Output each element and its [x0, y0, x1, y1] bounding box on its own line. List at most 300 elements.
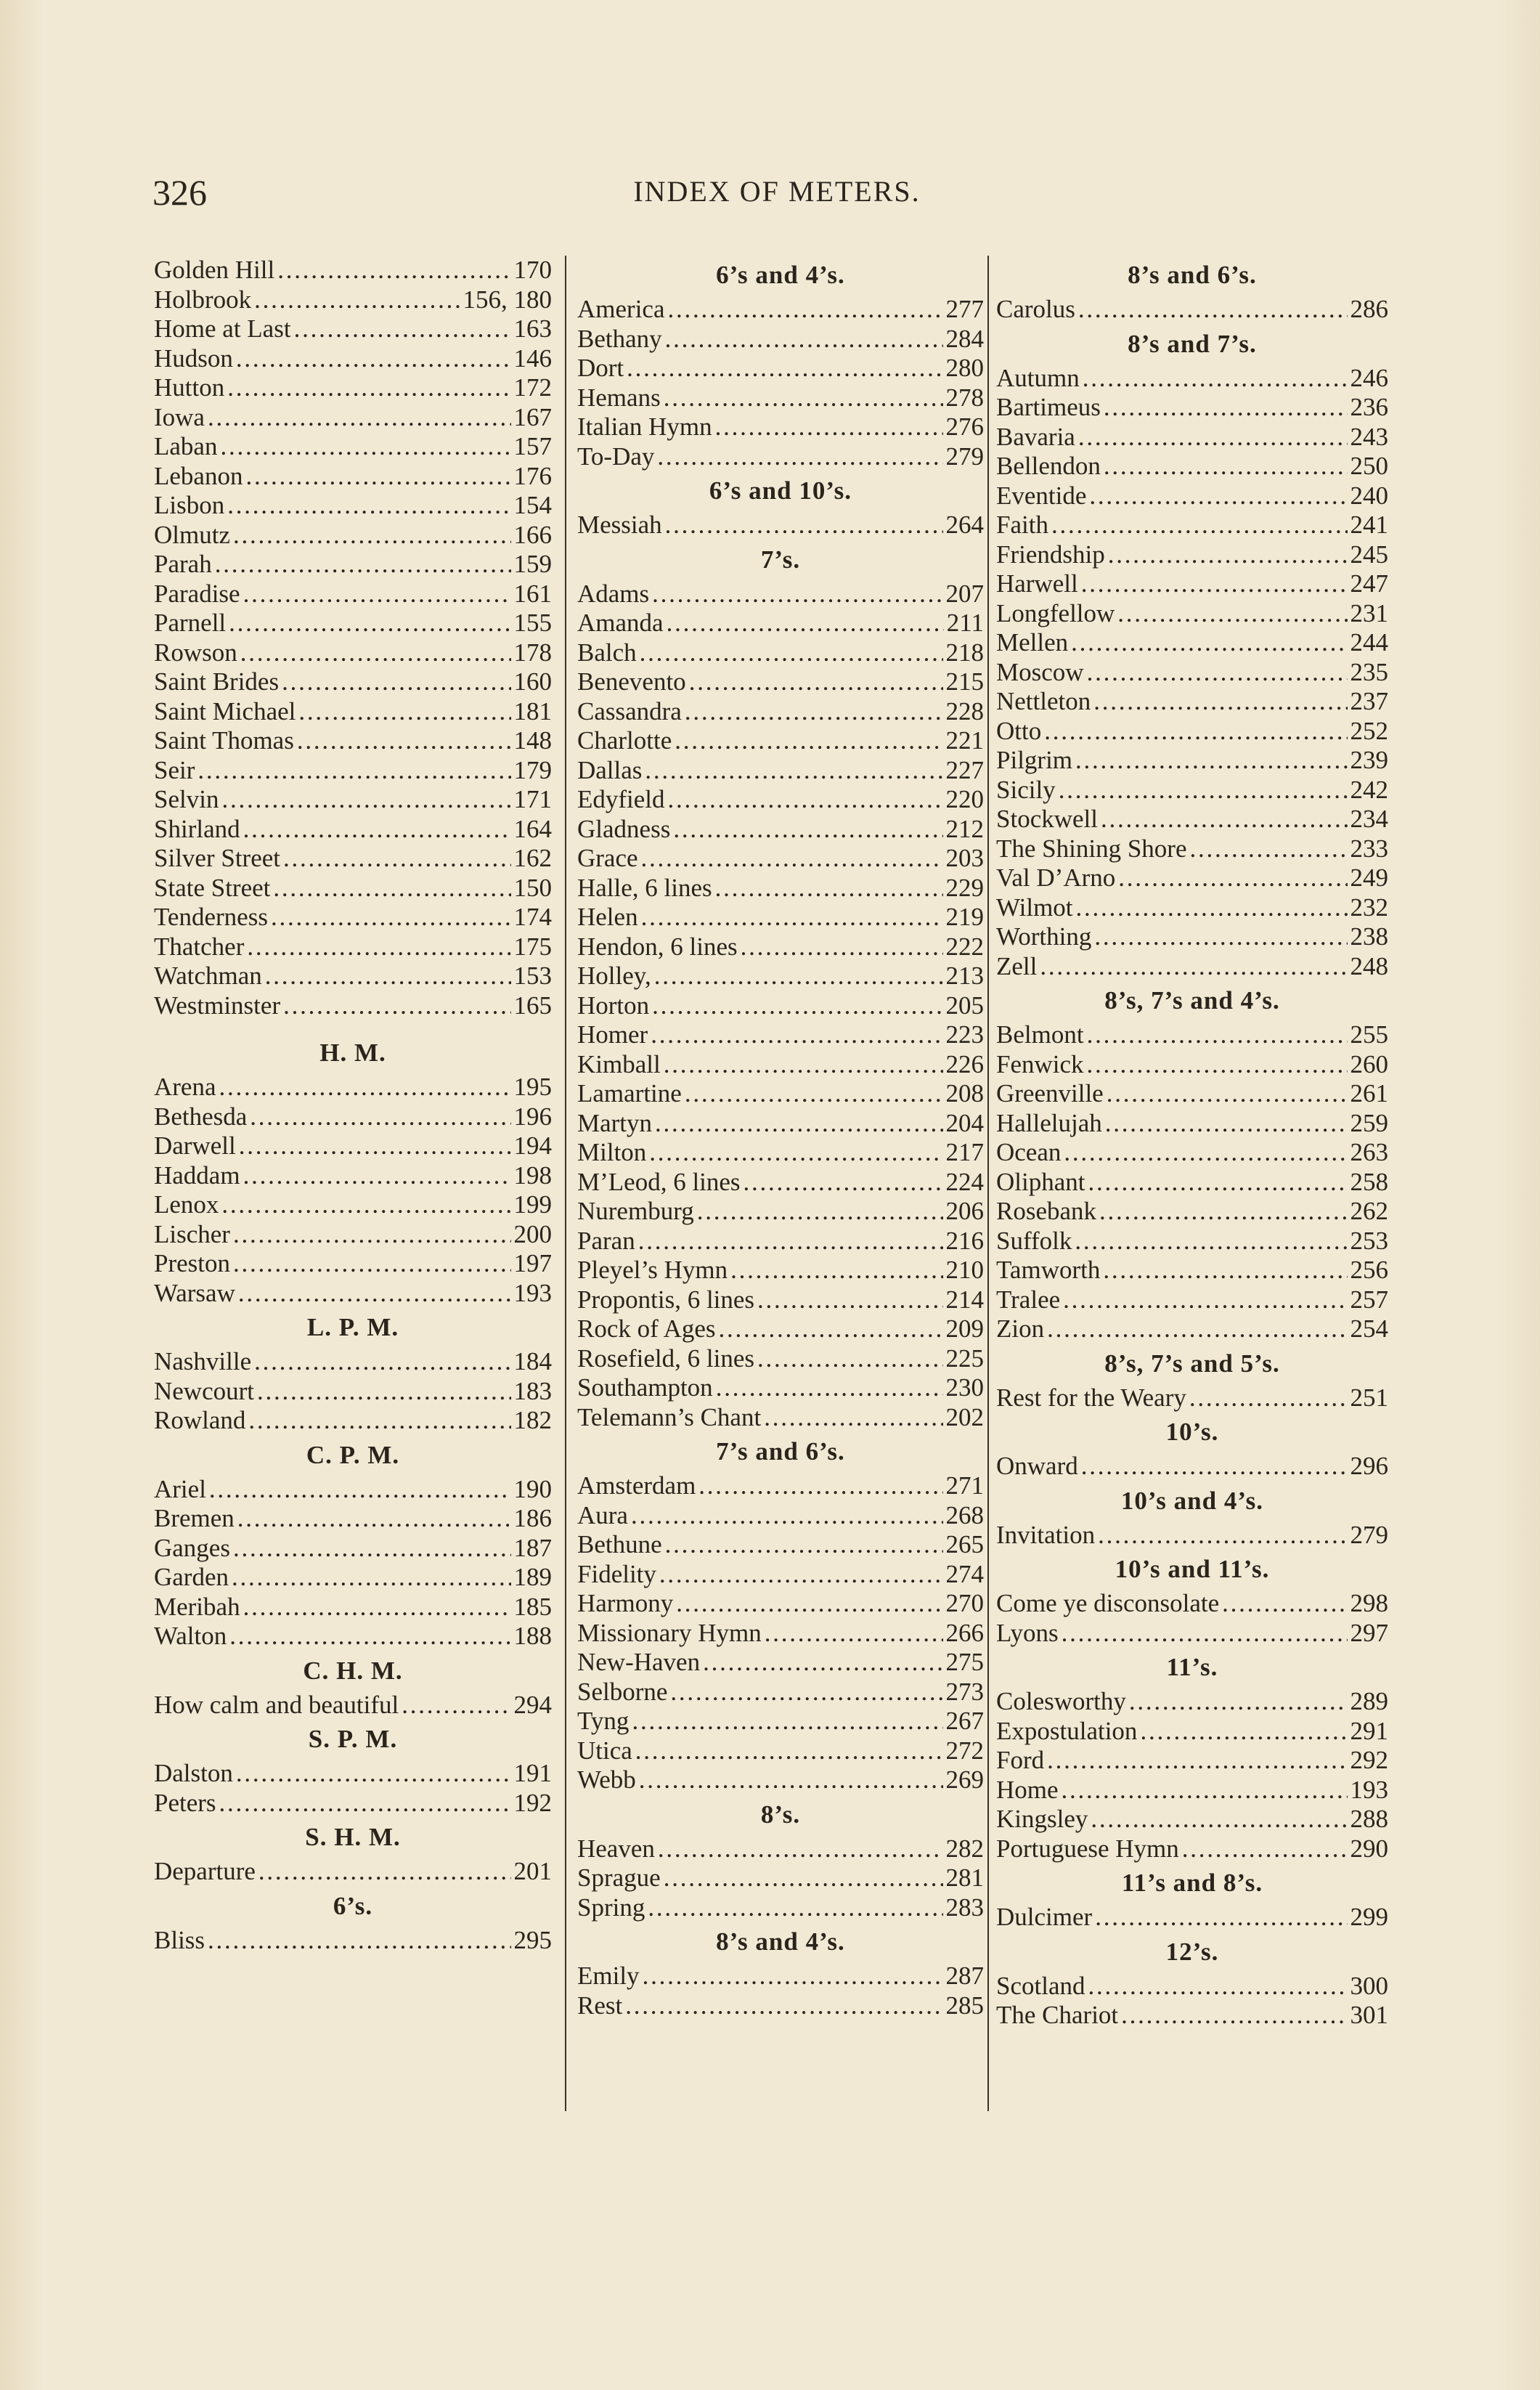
- tune-name: Olmutz: [154, 520, 230, 549]
- index-entry: [154, 1406, 552, 1436]
- page-ref: 258: [1350, 1167, 1388, 1196]
- dot-leader: [1064, 1138, 1347, 1168]
- dot-leader: [651, 1020, 942, 1050]
- page-ref: 216: [945, 1226, 984, 1255]
- tune-name: Ocean: [996, 1138, 1062, 1166]
- page-ref: 218: [945, 638, 984, 667]
- dot-leader: [283, 844, 511, 874]
- index-entry: [996, 1314, 1388, 1344]
- index-entry: [154, 1691, 552, 1720]
- index-entry: [577, 815, 984, 845]
- page-ref: 264: [945, 511, 984, 539]
- tune-name: Bethesda: [154, 1102, 248, 1131]
- tune-name: Nuremburg: [577, 1197, 694, 1225]
- dot-leader: [673, 815, 942, 845]
- dot-leader: [1107, 1079, 1348, 1109]
- dot-leader: [659, 1560, 943, 1590]
- dot-leader: [294, 314, 511, 344]
- dot-leader: [1075, 1227, 1347, 1256]
- page-ref: 155: [513, 609, 552, 637]
- dot-leader: [219, 1789, 511, 1818]
- dot-leader: [765, 1619, 943, 1649]
- tune-name: Tamworth: [996, 1256, 1101, 1284]
- page-ref: 294: [513, 1690, 552, 1719]
- index-entry: [996, 687, 1388, 717]
- index-entry: [577, 1197, 984, 1227]
- page-ref: 254: [1350, 1314, 1388, 1343]
- index-column-2: [577, 256, 984, 2020]
- page-ref: 298: [1350, 1589, 1388, 1617]
- index-entry: [577, 383, 984, 413]
- page-ref: 197: [513, 1249, 552, 1277]
- tune-name: America: [577, 295, 665, 323]
- dot-leader: [716, 1373, 943, 1403]
- tune-name: Parnell: [154, 609, 227, 637]
- page-ref: 283: [945, 1893, 984, 1922]
- index-entry: [154, 1220, 552, 1250]
- dot-leader: [1104, 452, 1348, 481]
- page-ref: 287: [945, 1962, 984, 1990]
- index-entry: [577, 325, 984, 354]
- index-entry: [996, 1050, 1388, 1080]
- page-ref: 213: [945, 962, 984, 990]
- tune-name: Adams: [577, 579, 650, 608]
- index-entry: [996, 1020, 1388, 1050]
- tune-name: Home: [996, 1775, 1059, 1804]
- page-ref: 236: [1350, 393, 1388, 421]
- tune-name: Worthing: [996, 922, 1092, 951]
- dot-leader: [1117, 599, 1347, 629]
- tune-name: New-Haven: [577, 1648, 701, 1676]
- dot-leader: [639, 1765, 943, 1795]
- tune-name: Kingsley: [996, 1805, 1088, 1833]
- page-ref: 243: [1350, 422, 1388, 451]
- dot-leader: [1051, 511, 1348, 540]
- tune-name: Scotland: [996, 1971, 1085, 2000]
- tune-name: Messiah: [577, 511, 662, 539]
- page-ref: 153: [513, 962, 552, 990]
- page-ref: 268: [945, 1500, 984, 1529]
- page-ref: 278: [945, 383, 984, 412]
- page-ref: 224: [945, 1167, 984, 1196]
- tune-name: The Chariot: [996, 2001, 1119, 2029]
- page-ref: 161: [513, 579, 552, 608]
- dot-leader: [652, 580, 942, 609]
- tune-name: Rosebank: [996, 1197, 1097, 1225]
- tune-name: Pilgrim: [996, 746, 1073, 774]
- page-ref: 259: [1350, 1108, 1388, 1137]
- page-ref: 230: [945, 1373, 984, 1402]
- dot-leader: [236, 1759, 511, 1789]
- dot-leader: [1098, 1521, 1347, 1550]
- index-entry: [577, 1373, 984, 1403]
- page-ref: 272: [945, 1736, 984, 1765]
- page-ref: 233: [1350, 834, 1388, 863]
- page-ref: 214: [945, 1285, 984, 1314]
- dot-leader: [221, 785, 510, 815]
- page-ref: 207: [945, 579, 984, 608]
- index-entry: [996, 1138, 1388, 1168]
- dot-leader: [657, 442, 942, 472]
- index-entry: [577, 1678, 984, 1707]
- page-ref: 282: [945, 1834, 984, 1863]
- index-entry: [577, 726, 984, 756]
- page-ref: 195: [513, 1073, 552, 1101]
- dot-leader: [283, 991, 510, 1021]
- dot-leader: [1093, 687, 1347, 717]
- tune-name: Dulcimer: [996, 1903, 1093, 1931]
- tune-name: M’Leod, 6 lines: [577, 1167, 741, 1196]
- index-entry: [154, 403, 552, 433]
- dot-leader: [697, 1197, 943, 1227]
- index-entry: [154, 1102, 552, 1132]
- page-ref: 297: [1350, 1618, 1388, 1647]
- dot-leader: [271, 903, 511, 932]
- tune-name: Wilmot: [996, 893, 1073, 922]
- meter-heading: C. P. M.: [306, 1440, 400, 1469]
- dot-leader: [1075, 746, 1347, 776]
- index-entry: [577, 844, 984, 874]
- page-ref: 284: [945, 324, 984, 353]
- index-entry: [154, 285, 552, 315]
- page-ref: 208: [945, 1079, 984, 1107]
- dot-leader: [1047, 1746, 1347, 1776]
- dot-leader: [1105, 1109, 1348, 1139]
- tune-name: Bethany: [577, 324, 662, 353]
- page-ref: 265: [945, 1530, 984, 1558]
- dot-leader: [625, 1991, 942, 2021]
- index-entry: [996, 1109, 1388, 1139]
- index-entry: [154, 580, 552, 609]
- index-entry: [577, 1501, 984, 1531]
- page-ref: 277: [945, 295, 984, 323]
- tune-name: Hutton: [154, 373, 225, 402]
- tune-name: Bavaria: [996, 422, 1075, 451]
- tune-name: Paradise: [154, 579, 240, 608]
- page-ref: 280: [945, 354, 984, 382]
- index-entry: [577, 1991, 984, 2021]
- tune-name: Eventide: [996, 481, 1087, 510]
- tune-name: Friendship: [996, 540, 1105, 569]
- page-ref: 162: [513, 844, 552, 872]
- page-ref: 222: [945, 932, 984, 961]
- running-title: INDEX OF METERS.: [633, 175, 921, 208]
- tune-name: Westminster: [154, 991, 281, 1020]
- index-entry: [154, 697, 552, 727]
- tune-name: Invitation: [996, 1520, 1096, 1549]
- tune-name: Gladness: [577, 814, 671, 843]
- page-ref: 255: [1350, 1020, 1388, 1049]
- tune-name: Amsterdam: [577, 1471, 696, 1500]
- tune-name: Darwell: [154, 1131, 236, 1160]
- index-entry: [154, 1161, 552, 1191]
- page-ref: 248: [1350, 951, 1388, 980]
- index-entry: [154, 462, 552, 492]
- page-ref: 167: [513, 402, 552, 431]
- tune-name: Expostulation: [996, 1716, 1138, 1745]
- index-entry: [996, 1452, 1388, 1481]
- page-ref: 187: [513, 1533, 552, 1562]
- dot-leader: [232, 1563, 510, 1593]
- dot-leader: [282, 667, 510, 697]
- page-ref: 185: [513, 1592, 552, 1621]
- column-divider: [987, 256, 989, 2111]
- dot-leader: [664, 1863, 943, 1893]
- dot-leader: [1088, 1168, 1347, 1198]
- dot-leader: [1099, 1197, 1347, 1227]
- dot-leader: [1083, 364, 1348, 394]
- dot-leader: [1047, 1314, 1347, 1344]
- dot-leader: [258, 1857, 511, 1887]
- index-entry: [996, 423, 1388, 452]
- tune-name: Silver Street: [154, 844, 280, 872]
- index-entry: [154, 550, 552, 580]
- index-entry: [154, 756, 552, 786]
- index-entry: [996, 1256, 1388, 1285]
- meter-heading: S. P. M.: [308, 1725, 398, 1753]
- index-entry: [996, 599, 1388, 629]
- index-entry: [577, 1109, 984, 1139]
- index-entry: [577, 638, 984, 668]
- dot-leader: [209, 1475, 511, 1505]
- dot-leader: [627, 354, 942, 383]
- tune-name: Golden Hill: [154, 256, 275, 284]
- dot-leader: [1063, 1285, 1347, 1315]
- page-ref: 171: [513, 785, 552, 813]
- index-entry: [996, 1619, 1388, 1649]
- dot-leader: [250, 1102, 510, 1132]
- tune-name: Oliphant: [996, 1167, 1085, 1196]
- tune-name: Nashville: [154, 1347, 252, 1375]
- index-entry: [577, 1589, 984, 1619]
- dot-leader: [640, 638, 943, 668]
- meter-heading: 8’s and 4’s.: [716, 1927, 845, 1956]
- page-ref: 289: [1350, 1687, 1388, 1715]
- index-entry: [996, 1903, 1388, 1932]
- index-entry: [996, 1834, 1388, 1864]
- dot-leader: [265, 962, 511, 991]
- dot-leader: [1222, 1589, 1347, 1619]
- tune-name: Ariel: [154, 1474, 206, 1503]
- tune-name: Fenwick: [996, 1049, 1084, 1078]
- index-entry: [154, 962, 552, 991]
- tune-name: State Street: [154, 873, 271, 902]
- dot-leader: [243, 815, 511, 845]
- dot-leader: [208, 1926, 510, 1956]
- tune-name: Parah: [154, 550, 212, 578]
- index-entry: [996, 452, 1388, 481]
- meter-heading: 12’s.: [1165, 1937, 1219, 1966]
- tune-name: Laban: [154, 432, 218, 460]
- dot-leader: [277, 256, 510, 285]
- tune-name: Preston: [154, 1249, 230, 1277]
- index-entry: [577, 1560, 984, 1590]
- dot-leader: [1062, 1776, 1348, 1805]
- index-entry: [996, 628, 1388, 658]
- tune-name: Portuguese Hymn: [996, 1834, 1179, 1863]
- tune-name: Bethune: [577, 1530, 662, 1558]
- dot-leader: [764, 1403, 942, 1433]
- index-entry: [154, 344, 552, 374]
- dot-leader: [1040, 952, 1347, 982]
- index-entry: [154, 1249, 552, 1279]
- index-entry: [154, 638, 552, 668]
- section-gap: [154, 1020, 552, 1033]
- page-ref: 238: [1350, 922, 1388, 951]
- dot-leader: [741, 932, 943, 962]
- page-ref: 239: [1350, 746, 1388, 774]
- meter-heading: 8’s, 7’s and 4’s.: [1104, 986, 1280, 1015]
- tune-name: Webb: [577, 1765, 636, 1794]
- tune-name: Tenderness: [154, 903, 268, 931]
- page-ref: 163: [513, 314, 552, 343]
- tune-name: Bliss: [154, 1925, 205, 1954]
- tune-name: Meribah: [154, 1592, 240, 1621]
- dot-leader: [221, 1190, 510, 1220]
- index-entry: [154, 1279, 552, 1309]
- page-ref: 183: [513, 1376, 552, 1405]
- tune-name: Dallas: [577, 755, 643, 784]
- page-ref: 176: [513, 461, 552, 490]
- index-entry: [154, 1504, 552, 1534]
- page-ref: 194: [513, 1131, 552, 1160]
- index-entry: [154, 1789, 552, 1818]
- tune-name: Lyons: [996, 1618, 1059, 1647]
- index-entry: [154, 1563, 552, 1593]
- tune-name: Missionary Hymn: [577, 1618, 762, 1647]
- index-entry: [996, 746, 1388, 776]
- tune-name: Shirland: [154, 814, 240, 843]
- index-entry: [577, 1168, 984, 1198]
- index-entry: [577, 1863, 984, 1893]
- page-ref: 205: [945, 991, 984, 1020]
- index-entry: [154, 432, 552, 462]
- page-ref: 256: [1350, 1256, 1388, 1284]
- tune-name: Autumn: [996, 363, 1080, 392]
- index-entry: [996, 364, 1388, 394]
- index-entry: [577, 1707, 984, 1736]
- index-entry: [996, 1521, 1388, 1550]
- index-entry: [996, 1197, 1388, 1227]
- dot-leader: [1062, 1619, 1348, 1649]
- tune-name: Walton: [154, 1622, 227, 1650]
- dot-leader: [675, 726, 942, 756]
- dot-leader: [1140, 1717, 1347, 1747]
- tune-name: Rest: [577, 1991, 623, 2020]
- tune-name: Homer: [577, 1020, 648, 1049]
- index-entry: [577, 1403, 984, 1433]
- page-ref: 184: [513, 1347, 552, 1375]
- page-ref: 252: [1350, 716, 1388, 745]
- tune-name: Harwell: [996, 569, 1078, 598]
- index-entry: [154, 785, 552, 815]
- dot-leader: [667, 609, 944, 638]
- dot-leader: [1059, 776, 1348, 805]
- tune-name: Ford: [996, 1746, 1045, 1774]
- dot-leader: [641, 903, 943, 932]
- page-ref: 227: [945, 755, 984, 784]
- tune-name: Propontis, 6 lines: [577, 1285, 755, 1314]
- index-column-3: [996, 256, 1388, 2031]
- index-entry: [577, 1530, 984, 1560]
- tune-name: Lischer: [154, 1219, 230, 1248]
- index-entry: [154, 1131, 552, 1161]
- index-entry: [577, 1020, 984, 1050]
- tune-name: Cassandra: [577, 696, 682, 725]
- tune-name: Rowland: [154, 1406, 246, 1434]
- page-ref: 274: [945, 1559, 984, 1588]
- page-ref: 192: [513, 1788, 552, 1817]
- page-ref: 225: [945, 1344, 984, 1373]
- tune-name: Garden: [154, 1563, 229, 1591]
- dot-leader: [237, 1504, 511, 1534]
- page-ref: 200: [513, 1219, 552, 1248]
- page-ref: 190: [513, 1474, 552, 1503]
- dot-leader: [1101, 805, 1348, 834]
- dot-leader: [703, 1648, 942, 1678]
- dot-leader: [1121, 2001, 1347, 2031]
- dot-leader: [233, 1220, 511, 1250]
- tune-name: Emily: [577, 1962, 640, 1990]
- index-entry: [577, 1227, 984, 1256]
- tune-name: Fidelity: [577, 1559, 656, 1588]
- meter-heading: 11’s and 8’s.: [1121, 1869, 1263, 1897]
- page-ref: 193: [513, 1278, 552, 1307]
- meter-heading: 8’s and 7’s.: [1128, 329, 1257, 358]
- dot-leader: [215, 550, 511, 580]
- index-entry: [154, 1759, 552, 1789]
- index-entry: [577, 1314, 984, 1344]
- index-entry: [577, 962, 984, 991]
- meter-heading: H. M.: [319, 1038, 386, 1067]
- index-entry: [996, 1805, 1388, 1834]
- index-entry: [577, 1962, 984, 1991]
- index-entry: [996, 2001, 1388, 2031]
- tune-name: Hudson: [154, 344, 233, 373]
- index-entry: [996, 1227, 1388, 1256]
- page-ref: 166: [513, 520, 552, 549]
- page-ref: 209: [945, 1314, 984, 1343]
- dot-leader: [645, 756, 942, 786]
- dot-leader: [233, 1249, 511, 1279]
- page-ref: 247: [1350, 569, 1388, 598]
- tune-name: Saint Michael: [154, 696, 296, 725]
- dot-leader: [1078, 295, 1348, 325]
- index-entry: [154, 726, 552, 756]
- tune-name: Dort: [577, 354, 624, 382]
- page-ref: 165: [513, 991, 552, 1020]
- page-ref: 279: [1350, 1520, 1388, 1549]
- index-entry: [996, 569, 1388, 599]
- index-entry: [154, 1190, 552, 1220]
- dot-leader: [227, 491, 510, 521]
- tune-name: Italian Hymn: [577, 412, 712, 441]
- page-ref: 196: [513, 1102, 552, 1131]
- meter-heading: L. P. M.: [306, 1313, 399, 1341]
- index-entry: [577, 511, 984, 540]
- index-entry: [154, 1593, 552, 1622]
- page-ref: 206: [945, 1197, 984, 1225]
- page-ref: 186: [513, 1504, 552, 1532]
- dot-leader: [229, 609, 510, 638]
- dot-leader: [638, 1227, 943, 1256]
- dot-leader: [245, 462, 510, 492]
- page-ref: 253: [1350, 1226, 1388, 1255]
- index-entry: [577, 874, 984, 903]
- meter-heading: 6’s.: [333, 1891, 373, 1920]
- index-entry: [154, 256, 552, 285]
- index-entry: [577, 1619, 984, 1649]
